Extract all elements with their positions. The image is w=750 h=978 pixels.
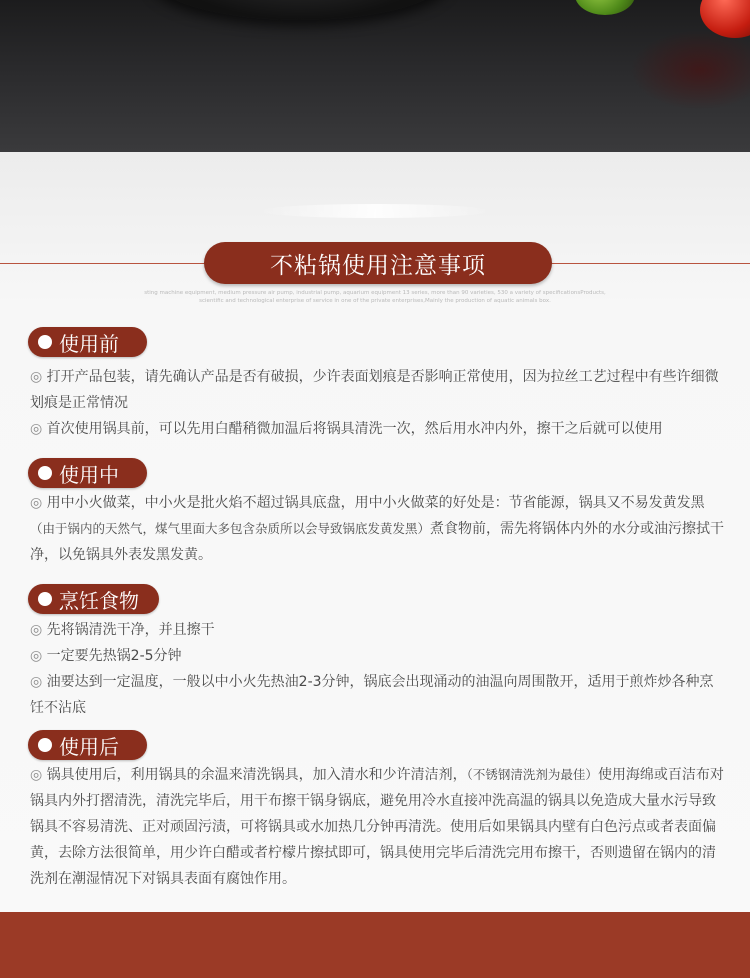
item-text: 先将锅清洗干净，并且擦干 <box>46 622 215 638</box>
section-body-during <box>30 490 726 568</box>
item-text: 使用海绵或百洁布对锅具内外打摺清洗，清洗完毕后，用干布擦干锅身锅底，避免用冷水直接冲洗高温的锅具以免造成大量水污导致锅具不容易清洗、正对顽固污渍，可将锅具或水加热几分钟再清洗。使用后如果锅具内壁有白色污点或者表面偏黄，去除方法很简单，用少许白醋或者柠檬片擦拭即可，锅具使用完毕后清洗完用布擦干，否则遗留在锅内的清洗剂在潮湿情况下对锅具表面有腐蚀作用。 <box>30 767 724 887</box>
item-text: 锅具使用后，利用锅具的余温来清洗锅具，加入清水和少许清洁剂， <box>46 767 467 783</box>
section-label: 使用后 <box>59 734 119 759</box>
section-body-after <box>30 762 726 892</box>
item-note: （不锈钢清洗剂为最佳） <box>466 767 598 782</box>
footer-band <box>0 912 750 978</box>
section-body-cooking <box>30 617 726 721</box>
section-badge-before <box>28 327 147 357</box>
list-item <box>30 643 726 669</box>
section-label: 使用中 <box>59 462 119 487</box>
list-item <box>30 669 726 721</box>
bullet-mark-icon: ◎ <box>30 622 43 638</box>
bullet-mark-icon: ◎ <box>30 648 43 664</box>
page-title: 不粘锅使用注意事项 <box>270 252 486 279</box>
light-sheen <box>260 204 490 218</box>
item-text: 油要达到一定温度，一般以中小火先热油2-3分钟，锅底会出现涌动的油温向周围散开，适用于煎炸炒各种烹饪不沾底 <box>30 674 714 716</box>
item-text: 首次使用锅具前，可以先用白醋稍微加温后将锅具清洗一次，然后用水冲内外，擦干之后就可以使用 <box>46 421 663 437</box>
item-text: 用中小火做菜，中小火是批火焰不超过锅具底盘，用中小火做菜的好处是：节省能源，锅具又不易发黄发黑 <box>46 495 705 511</box>
item-text: 打开产品包装，请先确认产品是否有破损，少许表面划痕是否影响正常使用，因为拉丝工艺过程中有些许细微划痕是正常情况 <box>30 369 719 411</box>
bullet-dot-icon <box>38 466 52 480</box>
bullet-mark-icon: ◎ <box>30 767 43 783</box>
item-note: （由于锅内的天然气，煤气里面大多包含杂质所以会导致锅底发黄发黑） <box>30 521 431 536</box>
section-badge-after <box>28 730 147 760</box>
pan-image <box>150 0 450 20</box>
bullet-mark-icon: ◎ <box>30 369 43 385</box>
bullet-dot-icon <box>38 592 52 606</box>
bullet-mark-icon: ◎ <box>30 421 43 437</box>
bullet-mark-icon: ◎ <box>30 495 43 511</box>
list-item <box>30 762 726 892</box>
title-banner <box>204 242 552 284</box>
item-text: 煮食物前，需先将锅体内外的水分或油污擦拭干净，以免锅具外表发黑发黄。 <box>30 521 725 563</box>
section-body-before <box>30 364 726 442</box>
fruit-shadow <box>630 30 750 110</box>
list-item <box>30 490 726 568</box>
section-label: 烹饪食物 <box>59 588 139 613</box>
bullet-mark-icon: ◎ <box>30 674 43 690</box>
item-text: 一定要先热锅2-5分钟 <box>46 648 182 664</box>
bullet-dot-icon <box>38 335 52 349</box>
list-item <box>30 617 726 643</box>
section-badge-during <box>28 458 147 488</box>
section-badge-cooking <box>28 584 159 614</box>
section-label: 使用前 <box>59 331 119 356</box>
bullet-dot-icon <box>38 738 52 752</box>
hero-photo <box>0 0 750 152</box>
list-item <box>30 416 726 442</box>
list-item <box>30 364 726 416</box>
title-subtext: sting machine equipment, medium pressure air pump, industrial pump, aquarium equipment 13 series, more than 90 varieties, 530 a variety of specificationsProducts, scientific and technological enterprise of service in one of the private enterprises,Mainly the production of aquatic animals box. <box>144 290 606 304</box>
green-fruit-image <box>575 0 635 15</box>
